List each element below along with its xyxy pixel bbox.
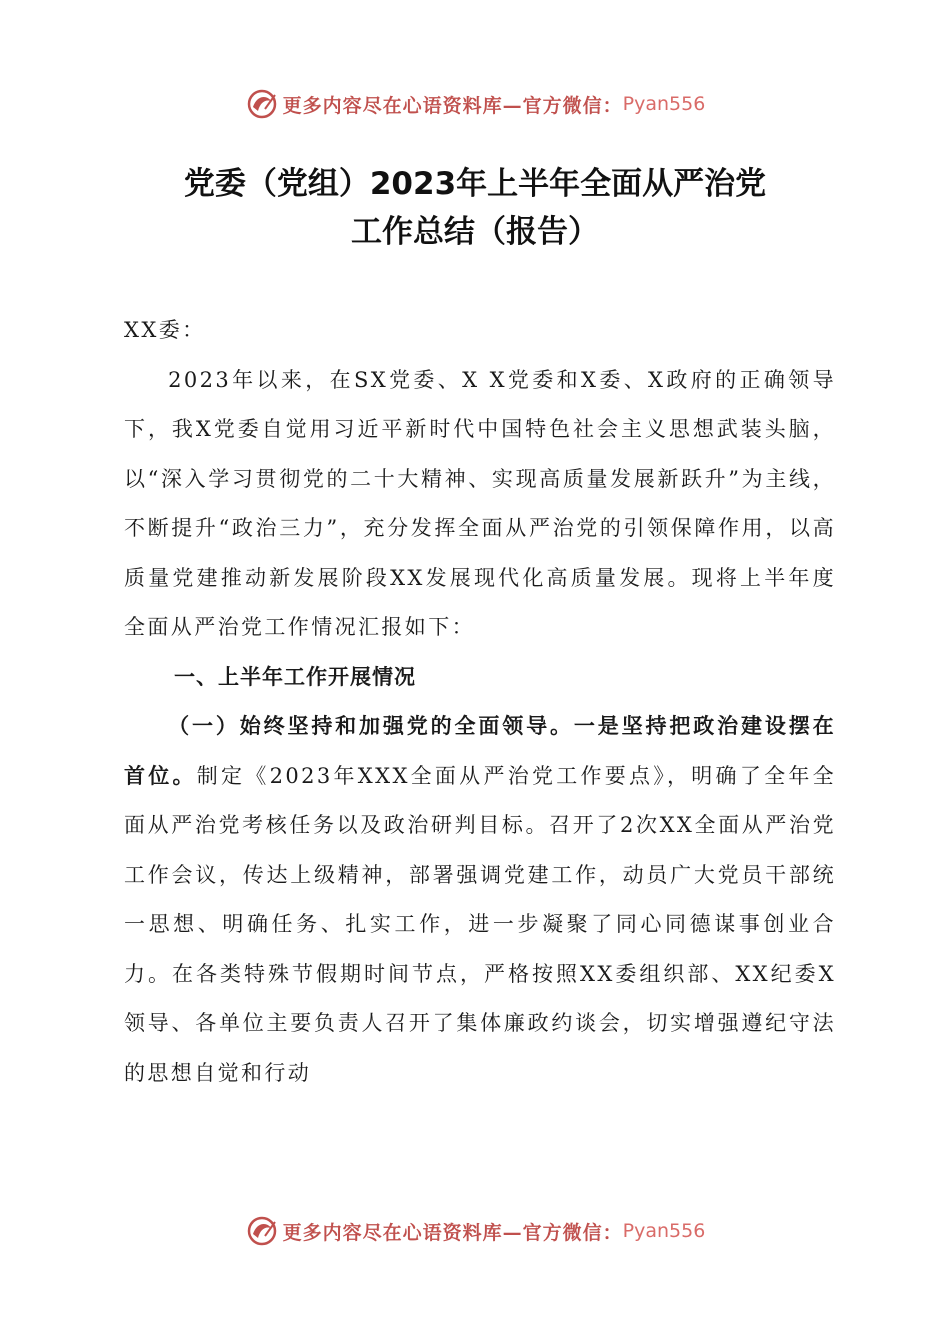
header-watermark-banner — [0, 84, 950, 124]
document-title — [0, 160, 950, 256]
title-line-1: 党委（党组）2023年上半年全面从严治党 — [183, 166, 767, 202]
subsection-heading: （一）始终坚持和加强党的全面领导。一是坚持把政治建设摆在首位。 — [124, 714, 836, 788]
section-heading: 一、上半年工作开展情况 — [174, 664, 416, 689]
subsection-body: 制定《2023年XXX全面从严治党工作要点》，明确了全年全面从严治党考核任务以及政治研判目标。召开了2次XX全面从严治党工作会议，传达上级精神，部署强调党建工作，动员广大党员干部统一思想、明确任务、扎实工作，进一步凝聚了同心同德谋事创业合力。在各类特殊节假期时间节点，严格按照XX委组织部、XX纪委X领导、各单位主要负责人召开了集体廉政约谈会，切实增强遵纪守法的思想自觉和行动 — [124, 763, 836, 1085]
subsection-paragraph — [124, 702, 836, 1098]
banner-wechat-id: Pyan556 — [622, 1220, 706, 1242]
banner-wechat-id: Pyan556 — [622, 93, 706, 115]
salutation: XX委： — [124, 318, 206, 342]
banner-text: 更多内容尽在心语资料库—官方微信： — [282, 1221, 623, 1244]
logo-icon — [245, 1214, 279, 1248]
document-body — [124, 306, 836, 1098]
title-line-2: 工作总结（报告） — [351, 214, 599, 250]
logo-icon — [245, 87, 279, 121]
footer-watermark-banner — [0, 1211, 950, 1251]
banner-text: 更多内容尽在心语资料库—官方微信： — [282, 94, 623, 117]
intro-paragraph: 2023年以来，在SX党委、X X党委和X委、X政府的正确领导下，我X党委自觉用习近平新时代中国特色社会主义思想武装头脑，以“深入学习贯彻党的二十大精神、实现高质量发展新跃升”为主线，不断提升“政治三力”，充分发挥全面从严治党的引领保障作用，以高质量党建推动新发展阶段XX发展现代化高质量发展。现将上半年度全面从严治党工作情况汇报如下： — [124, 367, 836, 639]
